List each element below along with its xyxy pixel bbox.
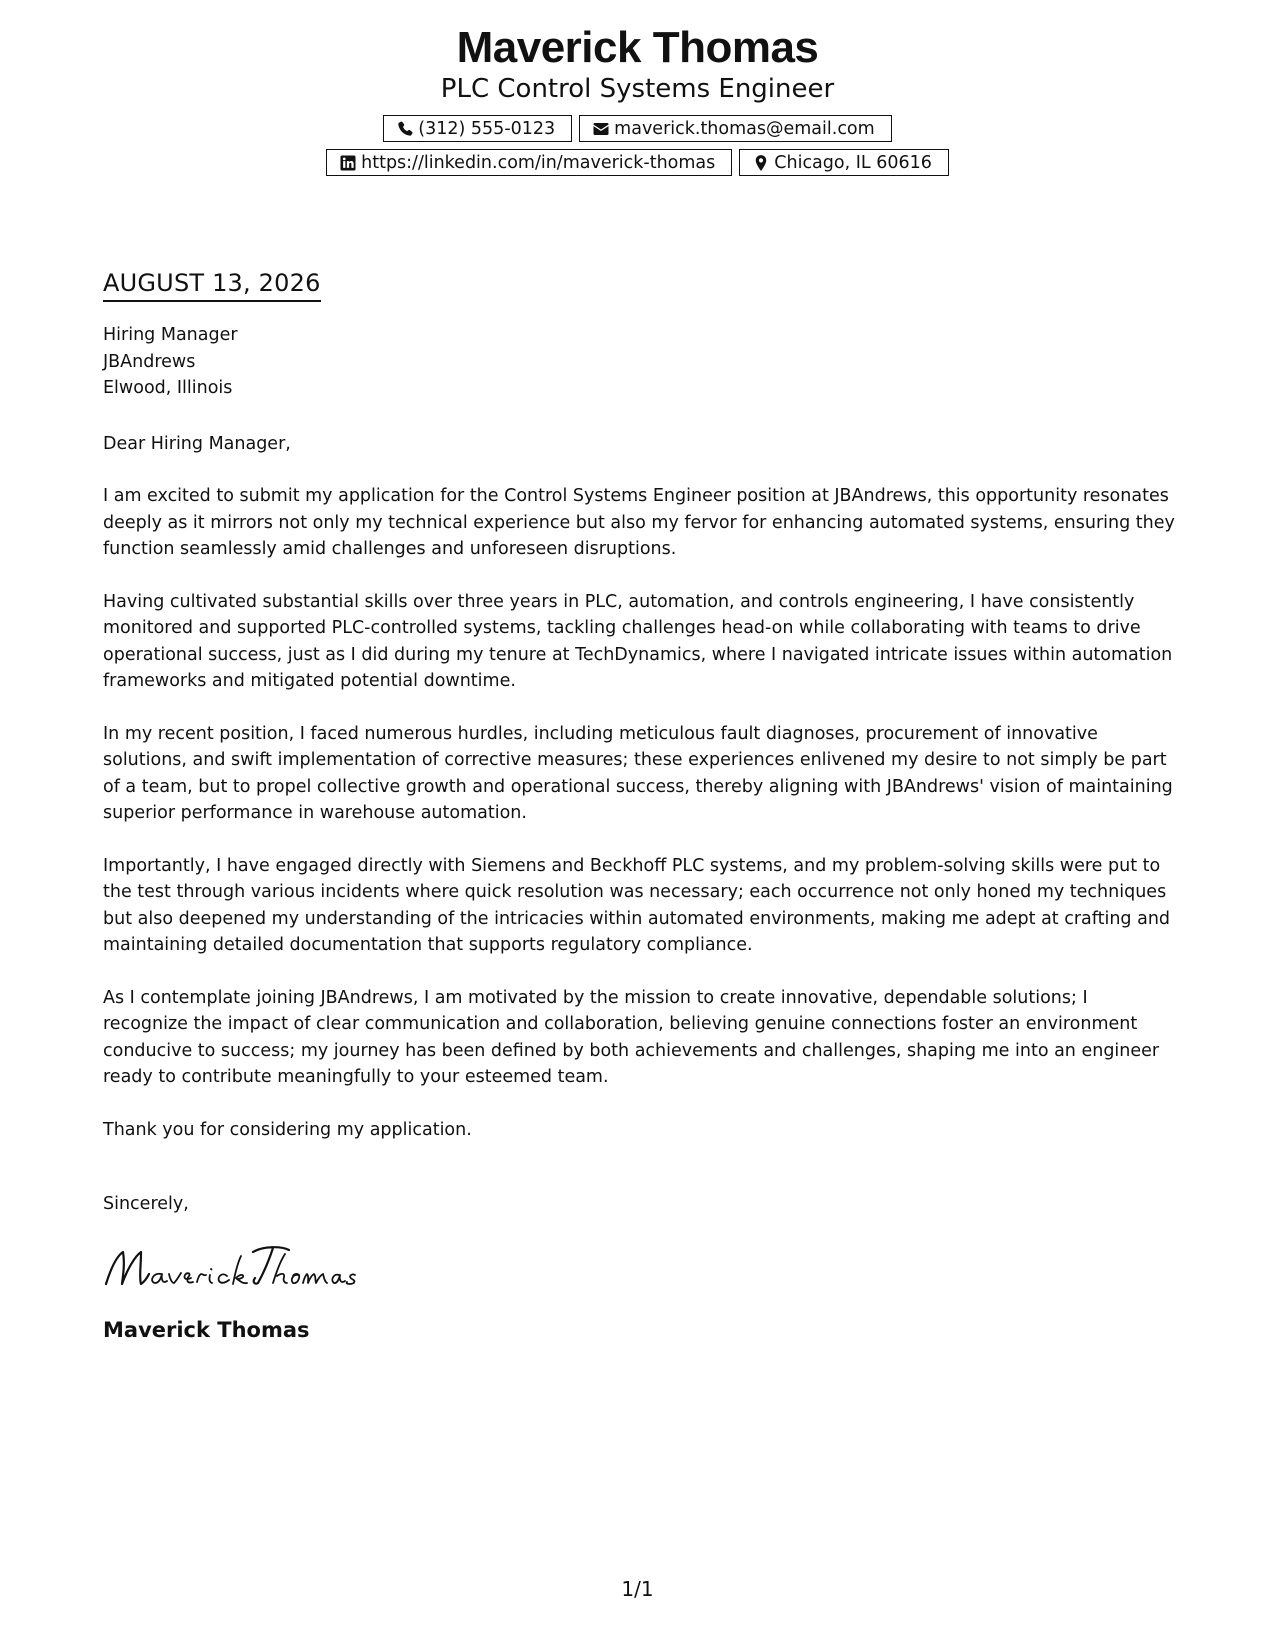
applicant-name: Maverick Thomas [456,23,819,72]
signer-name: Maverick Thomas [103,1317,310,1342]
contact-linkedin-text: https://linkedin.com/in/maverick-thomas [361,152,716,173]
applicant-title: PLC Control Systems Engineer [440,74,835,104]
letter-header [0,22,1275,176]
recipient-line-2: JBAndrews [103,351,196,372]
envelope-icon [592,120,610,138]
paragraph-1: I am excited to submit my application for the Control Systems Engineer position at JBAndrews, this opportunity resonates deeply as it mirrors not only my technical experience but also my fervor for enhancing automated systems, ensuring they function seamlessly amid challenges and unforeseen disruptions. [103,486,1175,559]
recipient-line-1: Hiring Manager [103,325,238,345]
letter-body [103,268,1178,1344]
recipient-line-3: Elwood, Illinois [103,378,233,398]
phone-icon [396,120,414,138]
contact-email[interactable] [579,115,892,142]
signature-image [103,1238,363,1298]
linkedin-icon [339,154,357,172]
contact-linkedin[interactable] [326,149,732,176]
page-number: 1/1 [621,1577,654,1601]
contact-phone[interactable] [383,115,572,142]
paragraph-5: As I contemplate joining JBAndrews, I am motivated by the mission to create innovative, dependable solutions; I recognize the impact of clear communication and collaboration, believing genuine connections foster an environment conducive to success; my journey has been defined by both achievements and challenges, shaping me into an engineer ready to contribute meaningfully to your esteemed team. [103,987,1160,1087]
paragraph-2: Having cultivated substantial skills over three years in PLC, automation, and controls engineering, I have consistently monitored and supported PLC-controlled systems, tackling challenges head-on while collaborating with teams to drive operational success, just as I did during my tenure at TechDynamics, where I navigated intricate issues within automation frameworks and mitigated potential downtime. [103,591,1173,691]
handwritten-signature [103,1238,1178,1298]
closing: Sincerely, [103,1194,189,1214]
letter-date: AUGUST 13, 2026 [103,268,321,302]
map-pin-icon [752,154,770,172]
contact-email-text: maverick.thomas@email.com [614,118,875,139]
paragraph-4: Importantly, I have engaged directly with Siemens and Beckhoff PLC systems, and my problem-solving skills were put to the test through various incidents where quick resolution was necessary; each occurrence not only honed my techniques but also deepened my understanding of the intricacies within automated environments, making me adept at crafting and maintaining detailed documentation that supports regulatory compliance. [103,855,1171,955]
contact-location-text: Chicago, IL 60616 [774,152,932,173]
recipient-block [103,322,1178,402]
paragraph-6: Thank you for considering my application. [103,1119,472,1140]
contact-phone-text: (312) 555-0123 [418,118,556,139]
contact-location[interactable] [739,149,949,176]
paragraph-3: In my recent position, I faced numerous hurdles, including meticulous fault diagnoses, procurement of innovative solutions, and swift implementation of corrective measures; these experiences enlivened my desire to not simply be part of a team, but to propel collective growth and operational success, thereby aligning with JBAndrews' vision of maintaining superior performance in warehouse automation. [103,723,1173,823]
contact-list [178,115,1098,176]
salutation: Dear Hiring Manager, [103,433,291,454]
